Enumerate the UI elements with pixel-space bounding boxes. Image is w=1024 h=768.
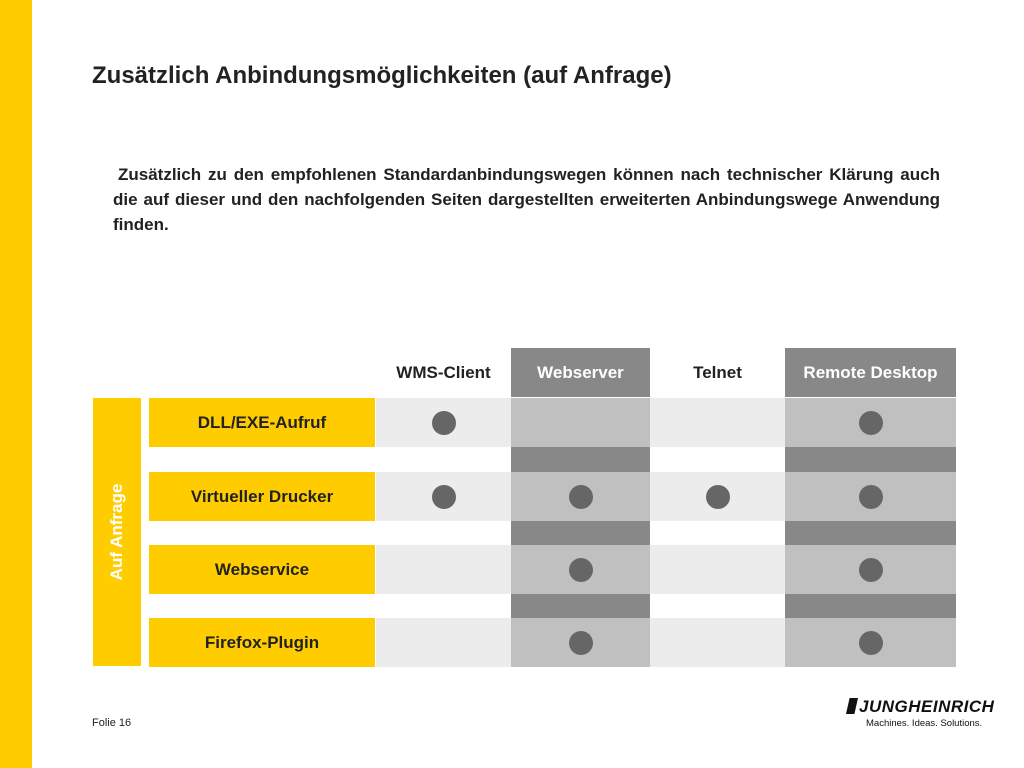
column-header: Webserver (511, 348, 650, 397)
availability-dot-icon (569, 558, 593, 582)
logo-name-text: JUNGHEINRICH (859, 697, 995, 716)
group-label: Auf Anfrage (107, 483, 126, 581)
matrix-cell (650, 618, 785, 667)
row-label: Webservice (149, 545, 375, 594)
column-gap-band (785, 594, 956, 618)
matrix-cell (376, 618, 511, 667)
availability-dot-icon (569, 485, 593, 509)
availability-dot-icon (859, 558, 883, 582)
availability-dot-icon (432, 485, 456, 509)
column-header: Telnet (693, 362, 742, 382)
column-header: Remote Desktop (785, 348, 956, 397)
availability-dot-icon (569, 631, 593, 655)
intro-paragraph: Zusätzlich zu den empfohlenen Standardanbindungswegen können nach technischer Klärung auch die auf dieser und den nachfolgenden Seiten dargestellten erweiterten Anbindungswege Anwendung finden. (113, 165, 940, 234)
row-label: DLL/EXE-Aufruf (149, 398, 375, 447)
column-gap-band (511, 447, 650, 472)
availability-dot-icon (859, 485, 883, 509)
availability-dot-icon (859, 411, 883, 435)
availability-dot-icon (859, 631, 883, 655)
company-logo (846, 697, 996, 729)
matrix-cell (511, 398, 650, 447)
row-label: Virtueller Drucker (149, 472, 375, 521)
accent-side-bar (0, 0, 32, 768)
slide-title: Zusätzlich Anbindungsmöglichkeiten (auf Anfrage) (92, 62, 672, 89)
matrix-cell (650, 398, 785, 447)
column-header: WMS-Client (396, 362, 491, 382)
matrix-cell (376, 545, 511, 594)
logo-wordmark (846, 697, 996, 717)
matrix-cell (650, 545, 785, 594)
row-label: Firefox-Plugin (149, 618, 375, 667)
availability-dot-icon (706, 485, 730, 509)
column-gap-band (785, 447, 956, 472)
group-label-box (93, 398, 141, 666)
logo-mark-icon (846, 698, 858, 714)
availability-dot-icon (432, 411, 456, 435)
logo-tagline: Machines. Ideas. Solutions. (866, 718, 983, 729)
column-gap-band (511, 521, 650, 545)
column-gap-band (511, 594, 650, 618)
column-gap-band (785, 521, 956, 545)
slide-number: Folie 16 (92, 717, 132, 729)
